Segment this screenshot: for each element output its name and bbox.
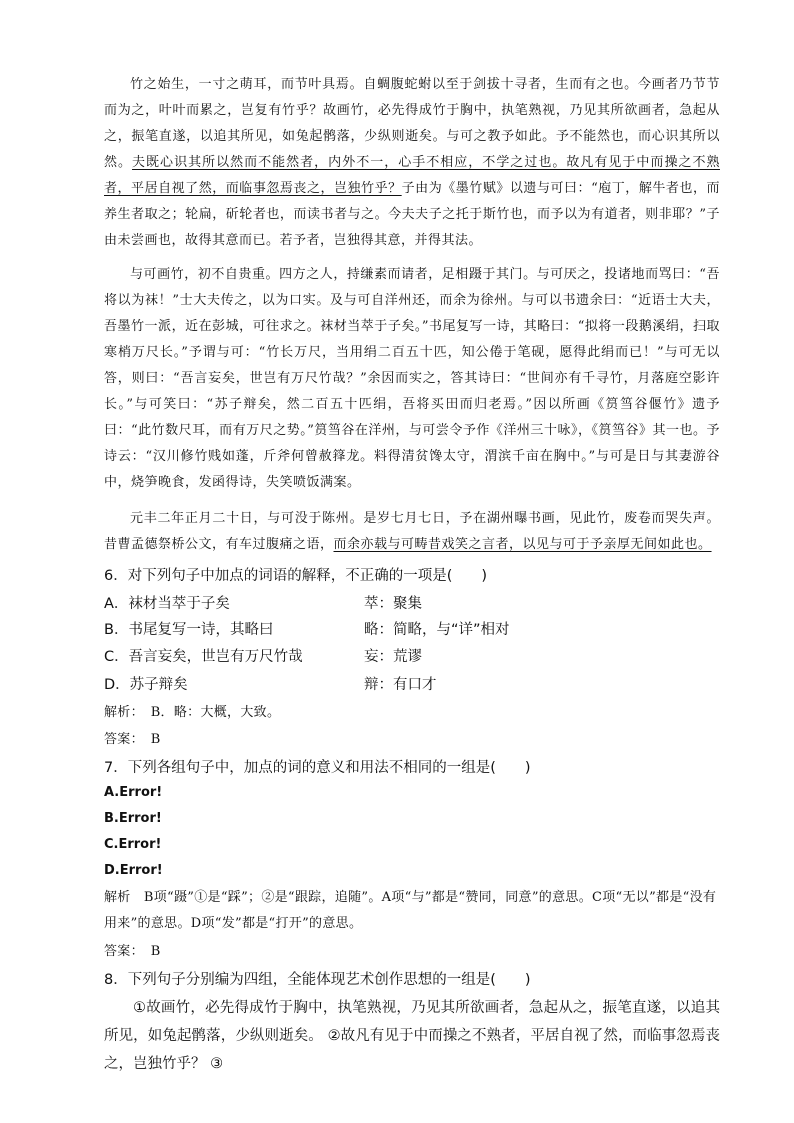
question-6-option-b: [104, 616, 724, 644]
option-text: D．苏子辩矣: [104, 677, 188, 693]
question-6-answer: 答案： B: [104, 732, 161, 747]
question-7-option-d: D.Error!: [104, 863, 163, 878]
question-8-stem: 8．下列句子分别编为四组，全能体现艺术创作思想的一组是( ): [104, 972, 531, 988]
option-text: B．书尾复写一诗，其略曰: [104, 622, 274, 638]
option-explanation: 辩：有口才: [364, 677, 437, 693]
question-8-body: ①故画竹，必先得成竹于胸中，执笔熟视，乃见其所欲画者，急起从之，振笔直遂，以追其所见，如兔起鹘落，少纵则逝矣。 ②故凡有见于中而操之不熟者，平居自视了然，而临事忽焉丧之，岂独竹乎？ ③: [104, 1000, 720, 1072]
passage-p3-plain: 元丰二年正月二十日，与可没于陈州。是岁七月七日，予在湖州曝书画，见此竹，废卷而哭失声。昔曹孟德祭桥公文，有车过腹痛之语，: [104, 511, 720, 552]
question-7-option-a: A.Error!: [104, 785, 163, 800]
passage-p1-rest: 子由为《墨竹赋》以遗与可曰：“庖丁，解牛者也，而养生者取之；轮扁，斫轮者也，而读书者与之。今夫夫子之托于斯竹也，而予以为有道者，则非耶？”子由未尝画也，故得其意而已。若予者，岂独得其意，并得其法。: [104, 181, 720, 248]
passage-p1-plain: 竹之始生，一寸之萌耳，而节叶具焉。自蜩腹蛇蚹以至于剑拔十寻者，生而有之也。今画者乃节节而为之，叶叶而累之，岂复有竹乎？故画竹，必先得成竹于胸中，执笔熟视，乃见其所欲画者，急起从之，振笔直遂，以追其所见，如兔起鹘落，少纵则逝矣。与可之教予如此。予不能然也，而心识其所以然。: [104, 77, 720, 170]
question-7-stem: 7．下列各组句子中，加点的词的意义和用法不相同的一组是( ): [104, 760, 531, 776]
passage-p3-underlined: 而余亦载与可畴昔戏笑之言者，以见与可于予亲厚无间如此也。: [333, 537, 712, 552]
question-6-option-d: [104, 671, 724, 699]
option-explanation: 妄：荒谬: [364, 649, 422, 665]
passage-p1-underlined: 夫既心识其所以然而不能然者，内外不一，心手不相应，不学之过也。故凡有见于中而操之不熟者，平居自视了然，而临事忽焉丧之，岂独竹乎？: [104, 155, 720, 196]
question-7-answer: 答案： B: [104, 944, 161, 959]
question-7-option-c: C.Error!: [104, 837, 162, 852]
question-6-analysis: 解析： B．略：大概，大致。: [104, 705, 281, 720]
option-explanation: 略：简略，与“详”相对: [364, 622, 510, 638]
question-7-option-b: B.Error!: [104, 811, 162, 826]
question-6-stem: 6．对下列句子中加点的词语的解释，不正确的一项是( ): [104, 568, 488, 584]
passage-paragraph-1: [104, 72, 720, 254]
question-6-option-c: [104, 643, 724, 671]
passage-paragraph-2: 与可画竹，初不自贵重。四方之人，持缣素而请者，足相蹑于其门。与可厌之，投诸地而骂曰：“吾将以为袜！”士大夫传之，以为口实。及与可自洋州还，而余为徐州。与可以书遗余曰：“近语士大夫，吾墨竹一派，近在彭城，可往求之。袜材当萃于子矣。”书尾复写一诗，其略曰：“拟将一段鹅溪绢，扫取寒梢万尺长。”予谓与可：“竹长万尺，当用绢二百五十匹，知公倦于笔砚，愿得此绢而已！”与可无以答，则曰：“吾言妄矣，世岂有万尺竹哉？”余因而实之，答其诗曰：“世间亦有千寻竹，月落庭空影许长。”与可笑曰：“苏子辩矣，然二百五十匹绢，吾将买田而归老焉。”因以所画《筼筜谷偃竹》遗予曰：“此竹数尺耳，而有万尺之势。”筼筜谷在洋州，与可尝令予作《洋州三十咏》，《筼筜谷》其一也。予诗云：“汉川修竹贱如蓬，斤斧何曾赦箨龙。料得清贫馋太守，渭滨千亩在胸中。”与可是日与其妻游谷中，烧笋晚食，发函得诗，失笑喷饭满案。: [104, 267, 720, 490]
question-7-analysis: 解析 B项“蹑”①是“踩”；②是“跟踪，追随”。A项“与”都是“赞同，同意”的意思。C项“无以”都是“没有用来”的意思。D项“发”都是“打开”的意思。: [104, 890, 717, 931]
passage-paragraph-3: [104, 506, 720, 558]
option-explanation: 萃：聚集: [364, 596, 422, 612]
option-text: A．袜材当萃于子矣: [104, 596, 230, 612]
question-6-option-a: [104, 590, 724, 618]
option-text: C．吾言妄矣，世岂有万尺竹哉: [104, 649, 303, 665]
